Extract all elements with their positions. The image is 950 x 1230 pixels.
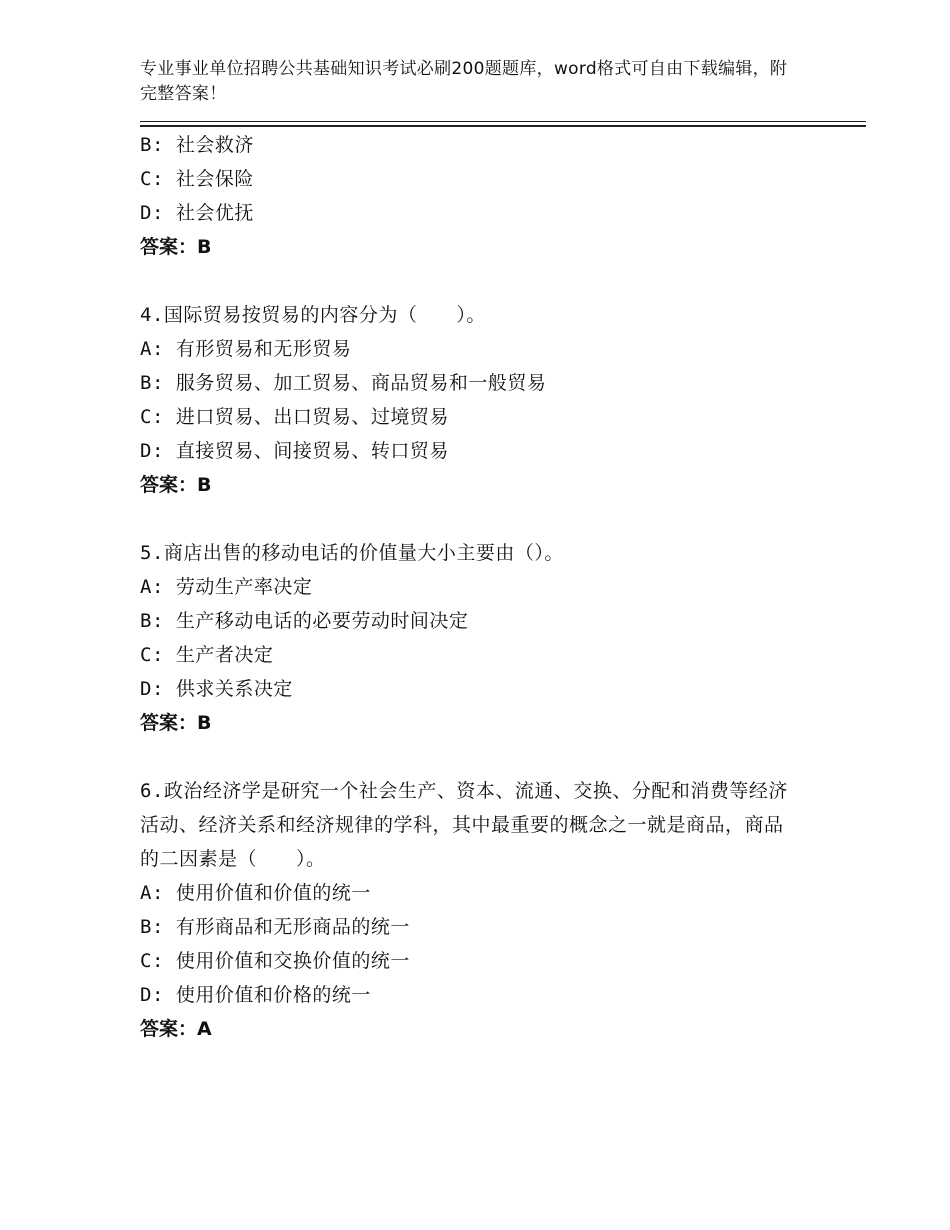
question-5: [140, 536, 840, 740]
question-4: [140, 298, 840, 502]
option-a: A: 劳动生产率决定: [140, 576, 313, 598]
question-6: [140, 774, 840, 1046]
option-c: C: 进口贸易、出口贸易、过境贸易: [140, 406, 449, 428]
header-rule: [140, 121, 866, 122]
option-c: C: 使用价值和交换价值的统一: [140, 950, 410, 972]
answer: 答案：B: [140, 712, 212, 734]
option-a: A: 有形贸易和无形贸易: [140, 338, 352, 360]
option-d: D: 社会优抚: [140, 202, 254, 224]
option-a: A: 使用价值和价值的统一: [140, 882, 371, 904]
option-b: B: 服务贸易、加工贸易、商品贸易和一般贸易: [140, 372, 547, 394]
option-d: D: 使用价值和价格的统一: [140, 984, 371, 1006]
question-stem: 5.商店出售的移动电话的价值量大小主要由（）。: [140, 542, 564, 564]
option-c: C: 生产者决定: [140, 644, 274, 666]
question-content: [140, 128, 840, 1046]
question-stem: 6.政治经济学是研究一个社会生产、资本、流通、交换、分配和消费等经济活动、经济关系和经济规律的学科，其中最重要的概念之一就是商品，商品的二因素是（ ）。: [140, 780, 788, 870]
header-rule-thick: [140, 125, 866, 127]
option-d: D: 直接贸易、间接贸易、转口贸易: [140, 440, 449, 462]
option-c: C: 社会保险: [140, 168, 254, 190]
option-b: B: 生产移动电话的必要劳动时间决定: [140, 610, 469, 632]
question-stem: 4.国际贸易按贸易的内容分为（ ）。: [140, 304, 486, 326]
page-header: 专业事业单位招聘公共基础知识考试必刷200题题库，word格式可自由下载编辑，附完整答案！: [140, 59, 788, 104]
answer: 答案：B: [140, 236, 212, 258]
answer: 答案：A: [140, 1018, 212, 1040]
answer: 答案：B: [140, 474, 212, 496]
option-d: D: 供求关系决定: [140, 678, 293, 700]
option-b: B: 有形商品和无形商品的统一: [140, 916, 410, 938]
option-b: B: 社会救济: [140, 134, 254, 156]
